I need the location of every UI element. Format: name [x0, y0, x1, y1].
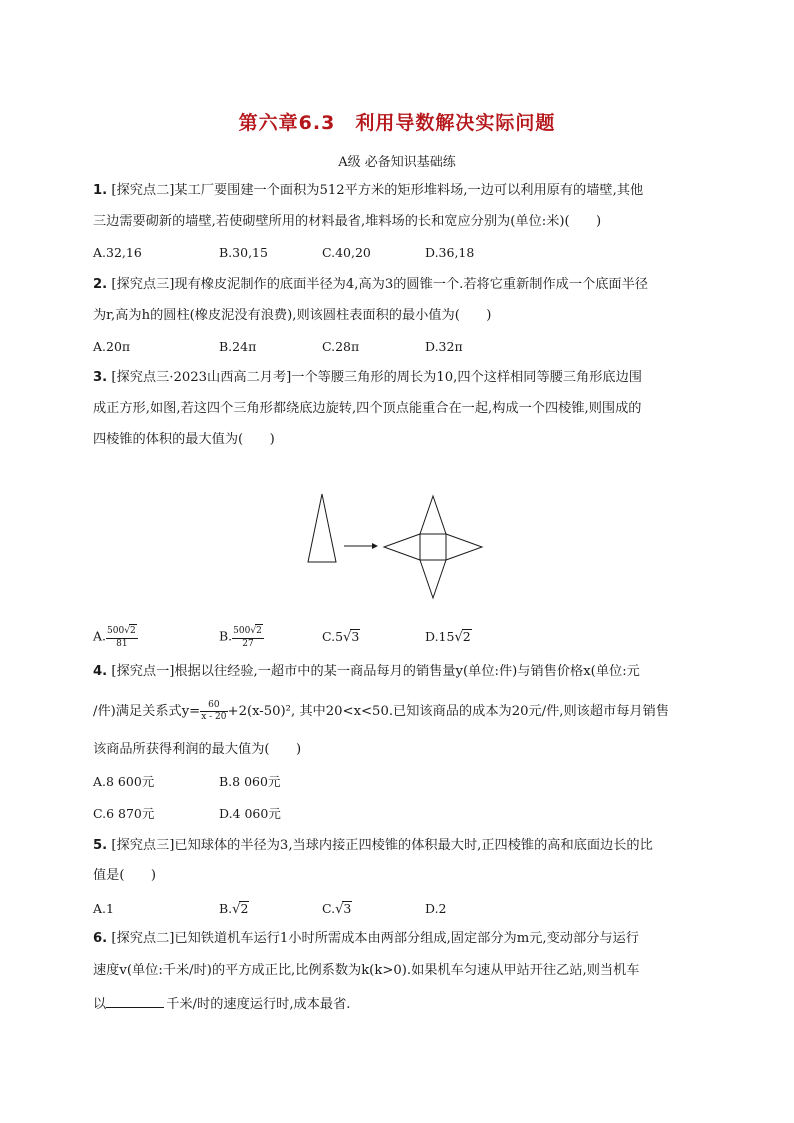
question-2-text-2: 为r,高为h的圆柱(橡皮泥没有浪费),则该圆柱表面积的最小值为( ): [93, 308, 492, 323]
q1-option-c: C.40,20: [322, 245, 371, 260]
question-5-text-2: 值是( ): [93, 868, 157, 883]
q5-option-b: B.√2: [219, 901, 249, 917]
question-6-text-3a: 以: [93, 997, 107, 1012]
q3-b-numerator: 500: [233, 626, 251, 636]
q3-option-c: C.5√3: [322, 629, 360, 645]
q2-option-c: C.28π: [322, 339, 360, 354]
question-4-line-1: [93, 662, 640, 682]
q3-option-d: D.15√2: [425, 629, 471, 645]
q3-d-radicand: 2: [462, 629, 471, 644]
question-1-text-1: [探究点二]某工厂要围建一个面积为512平方米的矩形堆料场,一边可以利用原有的墙壁,其他: [111, 183, 644, 198]
question-3-number: 3.: [93, 370, 108, 385]
q2-option-b: B.24π: [219, 339, 257, 354]
question-4-text-2b: +2(x-50)², 其中20<x<50.已知该商品的成本为20元/件,则该超市每月销售: [227, 704, 669, 719]
q5-option-b-label: B.: [219, 901, 233, 916]
q3-option-a-label: A.: [93, 628, 107, 644]
question-2-line-1: [93, 275, 648, 295]
q1-option-d: D.36,18: [425, 245, 475, 260]
q4-fraction-denominator: x - 20: [201, 712, 227, 722]
isosceles-triangle: [308, 494, 336, 562]
q4-option-d: D.4 060元: [219, 806, 281, 821]
section-level: A级 必备知识基础练: [338, 155, 456, 170]
q3-option-c-label: C.5: [322, 629, 344, 644]
q3-option-b-label: B.: [219, 628, 233, 644]
answer-blank[interactable]: [106, 993, 164, 1008]
q3-option-b-fraction: $\frac{500√2}{27}$: [233, 626, 262, 649]
question-4-line-2: [93, 700, 669, 723]
question-4-text-2a: /件)满足关系式y=: [93, 704, 201, 719]
question-6-line-3: [93, 993, 350, 1015]
net-square: [420, 534, 446, 560]
q2-option-d: D.32π: [425, 339, 463, 354]
arrow-head: [372, 543, 378, 549]
question-5-number: 5.: [93, 838, 108, 853]
q4-option-a: A.8 600元: [93, 774, 155, 789]
q5-b-radicand: 2: [240, 901, 249, 916]
question-6-line-1: [93, 929, 639, 949]
q3-a-radicand: 2: [129, 626, 136, 636]
question-5-text-1: [探究点三]已知球体的半径为3,当球内接正四棱锥的体积最大时,正四棱锥的高和底面边长的比: [111, 838, 653, 853]
question-6-text-3b: 千米/时的速度运行时,成本最省.: [166, 997, 351, 1012]
question-2-number: 2.: [93, 277, 108, 292]
q5-option-c: C.√3: [322, 901, 352, 917]
question-1-text-2: 三边需要砌新的墙壁,若使砌壁所用的材料最省,堆料场的长和宽应分别为(单位:米)( ): [93, 214, 602, 229]
net-triangle-right: [446, 534, 482, 560]
q3-b-radicand: 2: [256, 626, 262, 636]
question-3-text-2: 成正方形,如图,若这四个三角形都绕底边旋转,四个顶点能重合在一起,构成一个四棱锥,则围成的: [93, 401, 642, 416]
q5-option-c-label: C.: [322, 901, 336, 916]
net-triangle-bottom: [420, 560, 446, 598]
question-5-line-1: [93, 836, 653, 856]
q2-option-a: A.20π: [93, 339, 131, 354]
q3-option-a-fraction: $\frac{500√2}{81}$: [107, 626, 136, 649]
q4-option-c: C.6 870元: [93, 806, 155, 821]
q4-fraction-numerator: 60: [200, 700, 227, 712]
question-4-text-1: [探究点一]根据以往经验,一超市中的某一商品每月的销售量y(单位:件)与销售价格x(单位:元: [111, 664, 640, 679]
q1-option-b: B.30,15: [219, 245, 268, 260]
question-4-number: 4.: [93, 664, 108, 679]
q3-a-numerator: 500: [107, 626, 125, 636]
q1-option-a: A.32,16: [93, 245, 142, 260]
question-4-text-3: 该商品所获得利润的最大值为( ): [93, 742, 302, 757]
q5-option-d: D.2: [425, 901, 447, 916]
page-title: 第六章6.3 利用导数解决实际问题: [238, 112, 556, 134]
q5-c-radicand: 3: [343, 901, 352, 916]
question-3-text-1: [探究点三·2023山西高二月考]一个等腰三角形的周长为10,四个这样相同等腰三角形底边围: [111, 370, 642, 385]
q4-option-b: B.8 060元: [219, 774, 281, 789]
q3-option-b: [219, 624, 264, 650]
question-6-number: 6.: [93, 931, 108, 946]
q3-a-denominator: 81: [116, 639, 128, 649]
pyramid-net-figure: [300, 490, 500, 600]
q3-b-denominator: 27: [242, 639, 254, 649]
question-6-text-1: [探究点二]已知铁道机车运行1小时所需成本由两部分组成,固定部分为m元,变动部分与运行: [111, 931, 639, 946]
q3-c-radicand: 3: [351, 629, 360, 644]
question-1-line-1: [93, 181, 643, 201]
question-2-text-1: [探究点三]现有橡皮泥制作的底面半径为4,高为3的圆锥一个.若将它重新制作成一个底面半径: [111, 277, 648, 292]
question-1-number: 1.: [93, 183, 108, 198]
q3-option-d-label: D.15: [425, 629, 455, 644]
q4-fraction: [200, 700, 227, 723]
question-3-line-1: [93, 368, 642, 388]
net-triangle-left: [384, 534, 420, 560]
question-6-text-2: 速度v(单位:千米/时)的平方成正比,比例系数为k(k>0).如果机车匀速从甲站开往乙站,则当机车: [93, 963, 640, 978]
question-3-text-3: 四棱锥的体积的最大值为( ): [93, 432, 275, 447]
q3-option-a: [93, 624, 138, 650]
net-triangle-top: [420, 496, 446, 534]
q5-option-a: A.1: [93, 901, 114, 916]
